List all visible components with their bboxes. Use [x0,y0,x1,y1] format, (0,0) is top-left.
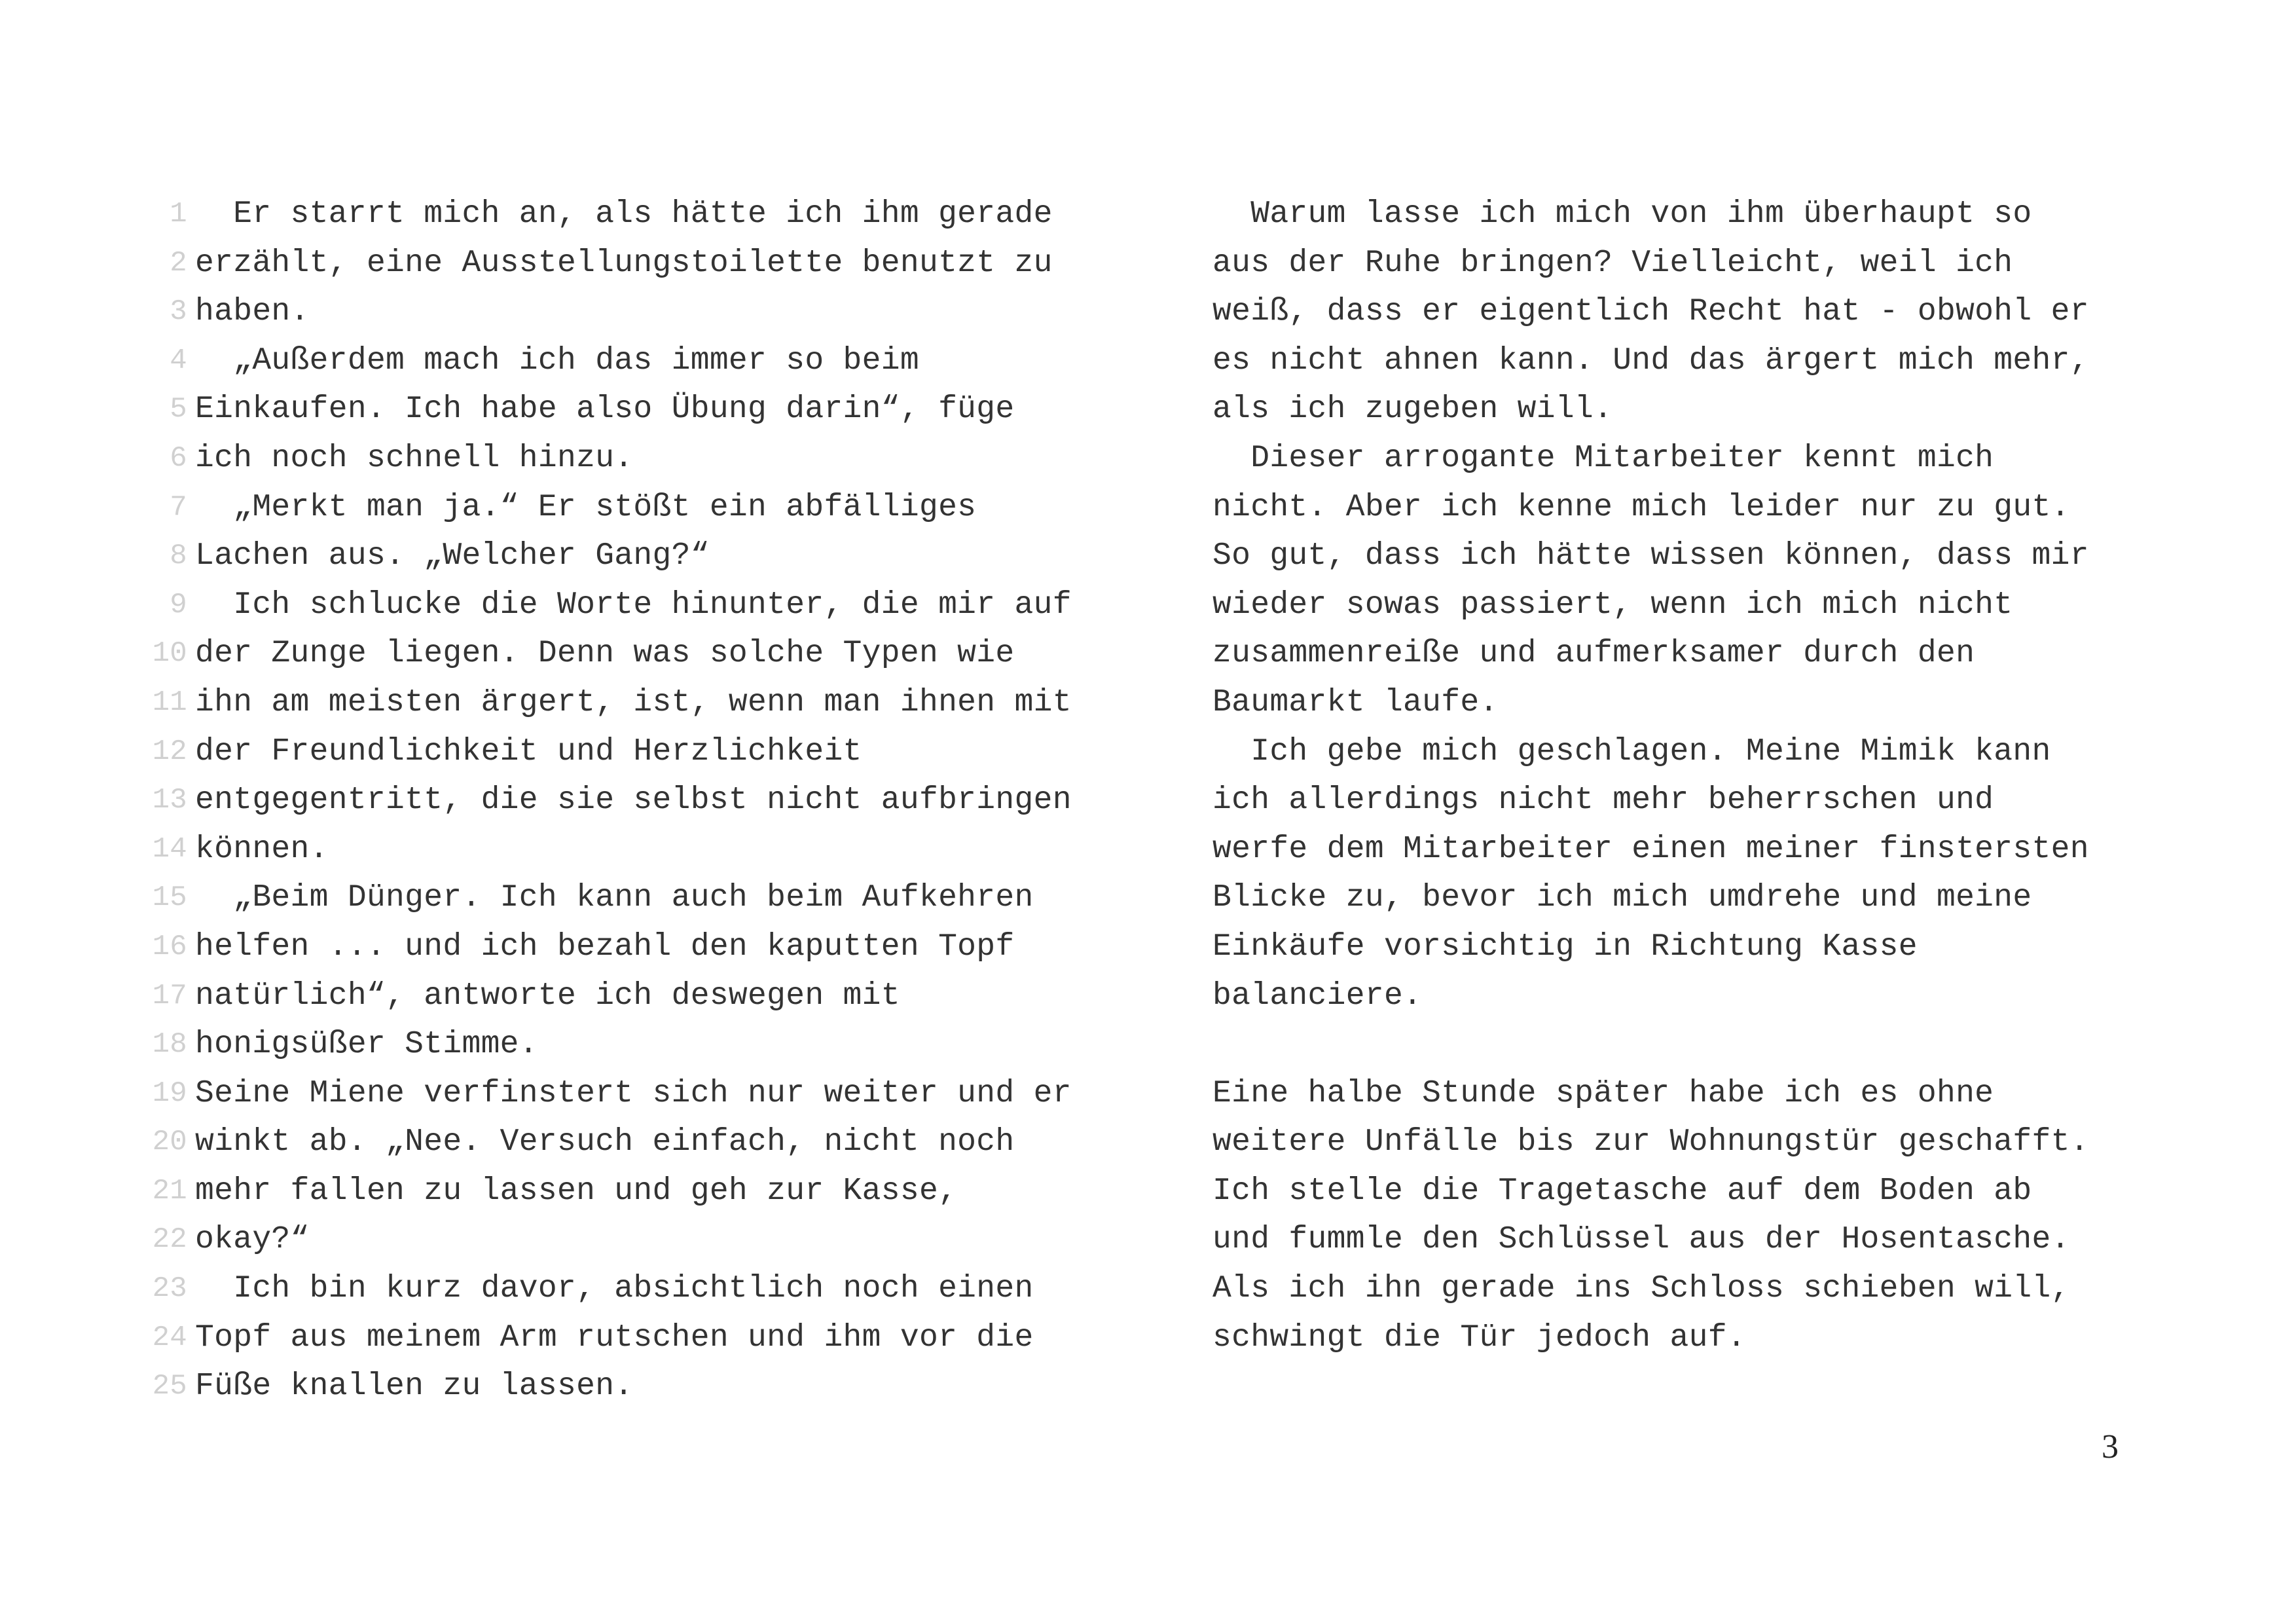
line-text: Ich bin kurz davor, absichtlich noch einen [195,1271,1034,1307]
line-text: werfe dem Mitarbeiter einen meiner finstersten [1212,831,2089,867]
text-line [1212,337,2162,386]
text-line [144,434,1152,483]
line-number: 16 [152,930,187,963]
text-line [144,581,1152,630]
line-text: entgegentritt, die sie selbst nicht aufbringen [195,783,1072,819]
line-text: Ich stelle die Tragetasche auf dem Boden ab [1212,1173,2032,1209]
text-line [144,287,1152,337]
line-text: Warum lasse ich mich von ihm überhaupt so [1212,196,2032,232]
line-text: der Zunge liegen. Denn was solche Typen wie [195,636,1015,672]
line-text: mehr fallen zu lassen und geh zur Kasse, [195,1173,958,1209]
line-text: Ich gebe mich geschlagen. Meine Mimik kann [1212,733,2051,769]
text-line [1212,287,2162,337]
text-line [1212,629,2162,678]
line-text: Dieser arrogante Mitarbeiter kennt mich [1212,440,1994,476]
text-line [1212,239,2162,288]
text-line [1212,190,2162,239]
line-number: 24 [152,1321,187,1354]
line-text: So gut, dass ich hätte wissen können, dass mir [1212,538,2089,574]
text-line [144,728,1152,777]
text-line [1212,923,2162,972]
line-text: Einkaufen. Ich habe also Übung darin“, füge [195,392,1015,428]
line-text: Er starrt mich an, als hätte ich ihm gerade [195,196,1053,232]
text-line [144,239,1152,288]
line-number: 12 [152,735,187,768]
line-number: 8 [170,540,187,573]
line-number: 3 [170,295,187,329]
text-line [1212,1020,2162,1069]
line-text: es nicht ahnen kann. Und das ärgert mich mehr, [1212,342,2089,378]
line-number: 1 [170,198,187,231]
text-line [1212,1215,2162,1264]
line-number: 14 [152,832,187,866]
text-line [144,337,1152,386]
line-text: und fummle den Schlüssel aus der Hosentasche. [1212,1222,2070,1258]
line-text: ihn am meisten ärgert, ist, wenn man ihnen mit [195,684,1072,720]
line-number: 25 [152,1370,187,1403]
line-number: 6 [170,441,187,475]
line-number: 9 [170,588,187,621]
line-text: Füße knallen zu lassen. [195,1369,634,1405]
line-number: 23 [152,1272,187,1306]
text-line [144,1118,1152,1167]
line-text: Topf aus meinem Arm rutschen und ihm vor die [195,1320,1034,1356]
text-line [144,1215,1152,1264]
text-line [144,1069,1152,1118]
line-text: wieder sowas passiert, wenn ich mich nicht [1212,587,2013,623]
text-line [1212,825,2162,874]
line-number: 18 [152,1028,187,1061]
text-line [144,385,1152,434]
line-number: 22 [152,1223,187,1257]
text-line [1212,434,2162,483]
line-text: schwingt die Tür jedoch auf. [1212,1320,1746,1356]
text-line [1212,728,2162,777]
line-number: 13 [152,784,187,817]
text-line [1212,1069,2162,1118]
line-text: Eine halbe Stunde später habe ich es ohne [1212,1075,1994,1111]
text-line [144,532,1152,581]
text-line [144,1362,1152,1411]
line-text: der Freundlichkeit und Herzlichkeit [195,733,862,769]
text-line [144,629,1152,678]
line-text: Einkäufe vorsichtig in Richtung Kasse [1212,929,1918,965]
text-line [144,678,1152,728]
text-line [144,483,1152,532]
line-text: Als ich ihn gerade ins Schloss schieben will, [1212,1271,2070,1307]
text-line [1212,678,2162,728]
text-line [144,776,1152,825]
line-number: 5 [170,393,187,426]
line-text: „Merkt man ja.“ Er stößt ein abfälliges [195,489,977,525]
text-line [144,1314,1152,1363]
text-line [144,1167,1152,1216]
line-text: Blicke zu, bevor ich mich umdrehe und meine [1212,880,2032,916]
line-text: natürlich“, antworte ich deswegen mit [195,978,900,1014]
line-number: 2 [170,246,187,280]
line-number: 4 [170,344,187,377]
line-text: nicht. Aber ich kenne mich leider nur zu gut. [1212,489,2070,525]
text-line [1212,581,2162,630]
text-line [144,972,1152,1021]
text-line [1212,1118,2162,1167]
text-line [144,825,1152,874]
page-number: 3 [2102,1428,2119,1466]
line-number: 15 [152,881,187,915]
text-line [1212,972,2162,1021]
line-text: Lachen aus. „Welcher Gang?“ [195,538,710,574]
line-number: 11 [152,686,187,719]
text-line [1212,483,2162,532]
text-line [1212,874,2162,923]
line-text: helfen ... und ich bezahl den kaputten Topf [195,929,1015,965]
text-line [144,190,1152,239]
line-text: weiß, dass er eigentlich Recht hat - obwohl er [1212,294,2089,330]
line-number: 10 [152,637,187,671]
line-text: balanciere. [1212,978,1423,1014]
line-text: haben. [195,294,310,330]
text-line [1212,385,2162,434]
line-text: honigsüßer Stimme. [195,1027,538,1063]
line-text: ich noch schnell hinzu. [195,440,634,476]
text-line [1212,532,2162,581]
line-text: Baumarkt laufe. [1212,684,1499,720]
line-number: 20 [152,1126,187,1159]
text-line [1212,1314,2162,1363]
line-text: Seine Miene verfinstert sich nur weiter und er [195,1075,1072,1111]
line-number: 7 [170,490,187,524]
line-text: weitere Unfälle bis zur Wohnungstür geschafft. [1212,1124,2089,1160]
line-text: „Außerdem mach ich das immer so beim [195,342,919,378]
left-text-column [144,190,1152,1411]
text-line [144,1264,1152,1314]
line-number: 17 [152,979,187,1012]
line-text: ich allerdings nicht mehr beherrschen und [1212,783,1994,819]
line-text: können. [195,831,329,867]
text-line [1212,1167,2162,1216]
line-number: 21 [152,1174,187,1208]
line-text: okay?“ [195,1222,310,1258]
text-line [1212,776,2162,825]
line-text: erzählt, eine Ausstellungstoilette benutzt zu [195,245,1053,281]
line-text: als ich zugeben will. [1212,392,1613,428]
right-text-column [1212,190,2162,1362]
line-number: 19 [152,1077,187,1110]
line-text: Ich schlucke die Worte hinunter, die mir auf [195,587,1072,623]
line-text: „Beim Dünger. Ich kann auch beim Aufkehren [195,880,1034,916]
text-line [144,1020,1152,1069]
line-text: winkt ab. „Nee. Versuch einfach, nicht noch [195,1124,1015,1160]
line-text: aus der Ruhe bringen? Vielleicht, weil ich [1212,245,2013,281]
text-line [144,923,1152,972]
text-line [144,874,1152,923]
text-line [1212,1264,2162,1314]
line-text: zusammenreiße und aufmerksamer durch den [1212,636,1975,672]
